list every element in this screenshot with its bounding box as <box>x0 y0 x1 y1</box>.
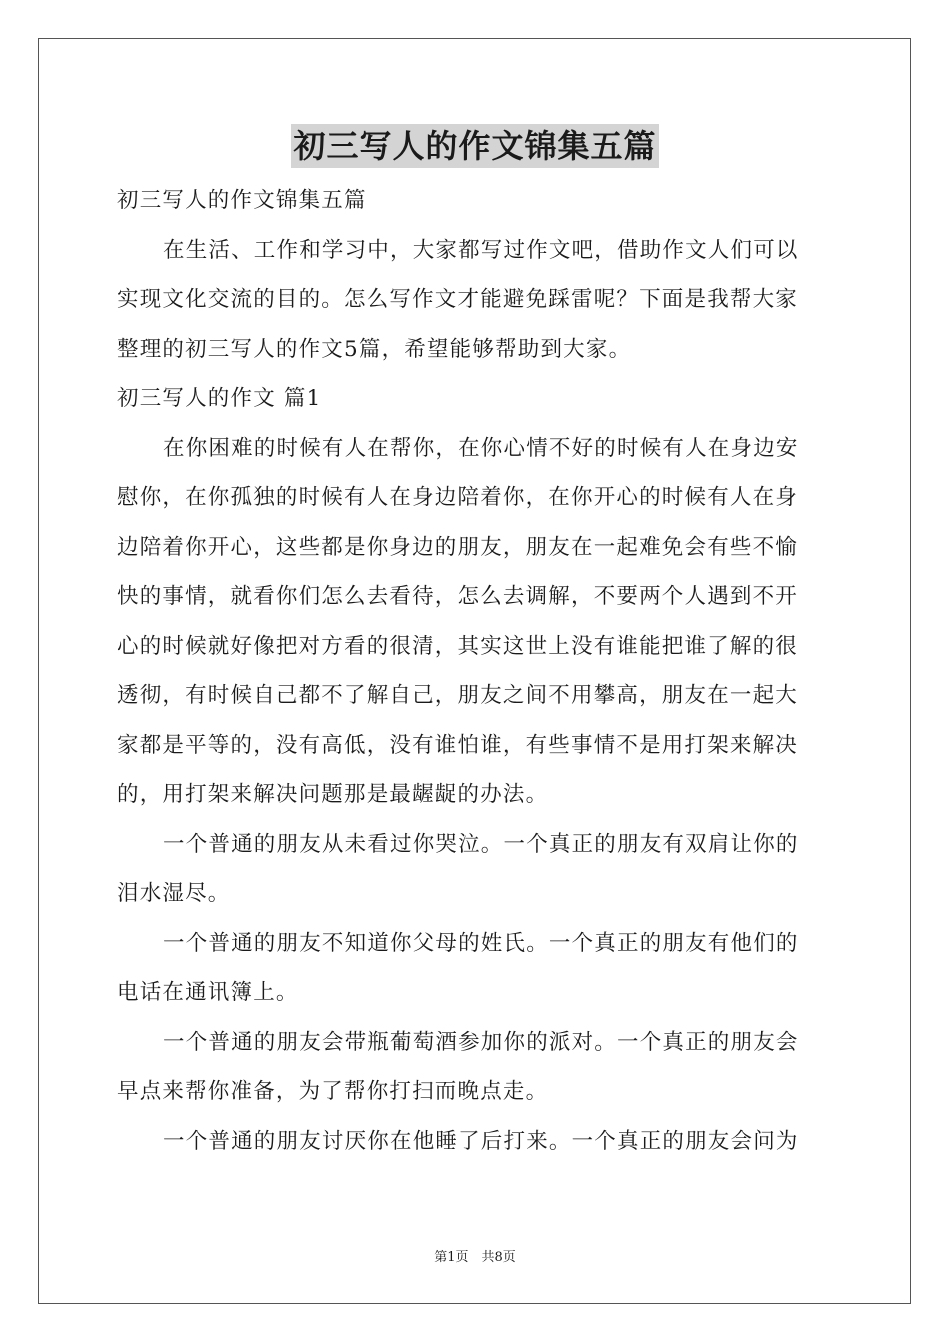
text-line: 初三写人的作文 篇1 <box>117 386 322 411</box>
text-line: 一个普通的朋友讨厌你在他睡了后打来。一个真正的朋友会问为 <box>163 1128 799 1154</box>
text-line: 家都是平等的，没有高低，没有谁怕谁，有些事情不是用打架来解决 <box>117 732 799 758</box>
text-line: 慰你，在你孤独的时候有人在身边陪着你，在你开心的时候有人在身 <box>117 485 799 510</box>
document-body <box>117 176 835 1166</box>
document-title: 初三写人的作文锦集五篇 <box>291 124 658 168</box>
text-line: 透彻，有时候自己都不了解自己，朋友之间不用攀高，朋友在一起大 <box>117 683 799 708</box>
text-line: 泪水湿尽。 <box>117 881 231 906</box>
text-line: 一个普通的朋友从未看过你哭泣。一个真正的朋友有双肩让你的 <box>163 831 799 857</box>
text-line: 初三写人的作文锦集五篇 <box>117 188 367 213</box>
text-line: 早点来帮你准备，为了帮你打扫而晚点走。 <box>117 1079 549 1104</box>
text-line: 整理的初三写人的作文5篇，希望能够帮助到大家。 <box>117 336 632 362</box>
text-line: 边陪着你开心，这些都是你身边的朋友，朋友在一起难免会有些不愉 <box>117 534 799 560</box>
text-line: 在生活、工作和学习中，大家都写过作文吧，借助作文人们可以 <box>163 237 799 263</box>
text-line: 快的事情，就看你们怎么去看待，怎么去调解，不要两个人遇到不开 <box>117 584 799 609</box>
text-line: 在你困难的时候有人在帮你，在你心情不好的时候有人在身边安 <box>163 435 799 461</box>
text-line: 一个普通的朋友会带瓶葡萄酒参加你的派对。一个真正的朋友会 <box>163 1029 799 1055</box>
text-line: 实现文化交流的目的。怎么写作文才能避免踩雷呢？下面是我帮大家 <box>117 287 799 312</box>
text-line: 心的时候就好像把对方看的很清，其实这世上没有谁能把谁了解的很 <box>117 633 799 659</box>
text-line: 的，用打架来解决问题那是最龌龊的办法。 <box>117 782 549 807</box>
text-line: 电话在通讯簿上。 <box>117 980 299 1005</box>
title-container <box>0 124 950 168</box>
page-footer: 第1页 共8页 <box>434 1250 516 1265</box>
text-line: 一个普通的朋友不知道你父母的姓氏。一个真正的朋友有他们的 <box>163 930 799 956</box>
